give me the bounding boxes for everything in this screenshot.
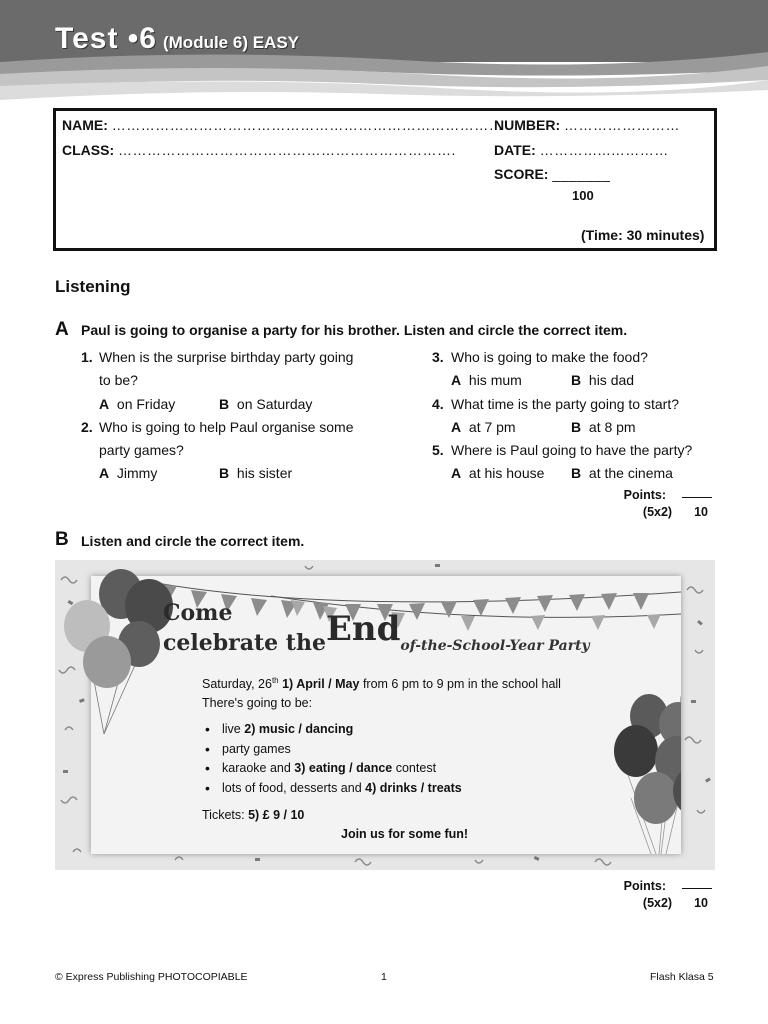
q3-a-letter: A bbox=[451, 372, 462, 388]
date-label: DATE: bbox=[494, 142, 536, 158]
date-pre: Saturday, 26 bbox=[202, 677, 272, 692]
section-b-points bbox=[600, 878, 712, 912]
q5-b-letter: B bbox=[571, 465, 582, 481]
left-balloons-graphic bbox=[59, 564, 189, 764]
q2-a-text: Jimmy bbox=[116, 465, 158, 481]
section-a-instruction: Paul is going to organise a party for his brother. Listen and circle the correct item. bbox=[81, 322, 628, 338]
q3-number: 3. bbox=[432, 349, 444, 365]
q5-a-text: at his house bbox=[468, 465, 545, 481]
class-dots: ……………………………………………………………. bbox=[118, 142, 456, 158]
heading-end: End bbox=[325, 609, 401, 649]
score-total: 100 bbox=[572, 188, 594, 203]
q1-number: 1. bbox=[81, 349, 93, 365]
number-dots: …………………… bbox=[564, 117, 680, 133]
q2-number: 2. bbox=[81, 419, 93, 435]
q3-b-letter: B bbox=[571, 372, 582, 388]
q3-b-text: his dad bbox=[588, 372, 635, 388]
section-a-letter: A bbox=[55, 319, 69, 340]
q2-b-text: his sister bbox=[236, 465, 293, 481]
section-b-points-mult: (5x2) bbox=[642, 896, 673, 910]
q3-option-b[interactable] bbox=[571, 369, 634, 392]
listening-heading: Listening bbox=[55, 277, 131, 296]
q4-option-b[interactable] bbox=[571, 416, 636, 439]
question-2 bbox=[81, 416, 93, 439]
heading-subtitle: of-the-School-Year Party bbox=[400, 638, 590, 654]
list-item bbox=[202, 742, 462, 762]
q1-b-letter: B bbox=[219, 396, 230, 412]
name-field[interactable] bbox=[62, 117, 503, 133]
q4-b-letter: B bbox=[571, 419, 582, 435]
section-a-points bbox=[600, 487, 712, 521]
heading-celebrate: celebrate the bbox=[163, 630, 326, 656]
class-label: CLASS: bbox=[62, 142, 115, 158]
q5-text: Where is Paul going to have the party? bbox=[451, 442, 693, 458]
section-b-letter: B bbox=[55, 529, 69, 550]
section-b-instruction: Listen and circle the correct item. bbox=[81, 533, 305, 549]
score-line: _______ bbox=[552, 166, 611, 182]
footer-copyright: © Express Publishing PHOTOCOPIABLE bbox=[55, 971, 248, 983]
question-4 bbox=[432, 393, 444, 416]
item-4-choice[interactable]: 4) drinks / treats bbox=[365, 780, 462, 795]
q2-text-line1: Who is going to help Paul organise some bbox=[99, 419, 354, 435]
invitation-going-line: There's going to be: bbox=[202, 696, 313, 710]
class-field[interactable] bbox=[62, 142, 456, 158]
score-label: SCORE: bbox=[494, 166, 549, 182]
name-dots: ……………………………………………………………………… bbox=[111, 117, 504, 133]
date-sup: th bbox=[271, 676, 279, 685]
invitation-tickets-line bbox=[202, 808, 304, 822]
q1-option-a[interactable] bbox=[99, 393, 175, 416]
q1-a-letter: A bbox=[99, 396, 110, 412]
invitation-date-line bbox=[202, 676, 561, 691]
item-5-choice[interactable]: 5) £ 9 / 10 bbox=[248, 808, 305, 822]
item-1-choice[interactable]: 1) April / May bbox=[282, 677, 360, 692]
number-label: NUMBER: bbox=[494, 117, 561, 133]
heading-come: Come bbox=[163, 600, 233, 626]
q5-option-a[interactable] bbox=[451, 462, 544, 485]
section-a-points-label: Points: bbox=[623, 488, 666, 502]
question-1 bbox=[81, 346, 93, 369]
section-a-points-line[interactable] bbox=[682, 487, 712, 498]
q5-number: 5. bbox=[432, 442, 444, 458]
q2-a-letter: A bbox=[99, 465, 110, 481]
li2-text: party games bbox=[222, 741, 291, 756]
q2-b-letter: B bbox=[219, 465, 230, 481]
list-item bbox=[202, 781, 462, 801]
q2-option-a[interactable] bbox=[99, 462, 157, 485]
li3-post: contest bbox=[395, 761, 437, 775]
q1-text-line1: When is the surprise birthday party going bbox=[99, 349, 354, 365]
header-banner bbox=[0, 0, 768, 110]
li3-pre: karaoke and bbox=[222, 761, 291, 775]
item-2-choice[interactable]: 2) music / dancing bbox=[244, 722, 354, 736]
li1-pre: live bbox=[222, 722, 241, 736]
number-field[interactable] bbox=[494, 117, 680, 133]
time-limit: (Time: 30 minutes) bbox=[581, 227, 705, 243]
question-5 bbox=[432, 439, 444, 462]
q4-a-text: at 7 pm bbox=[468, 419, 516, 435]
q4-number: 4. bbox=[432, 396, 444, 412]
score-field[interactable] bbox=[494, 166, 610, 182]
test-title-main: Test •6 bbox=[55, 22, 157, 55]
section-b-points-label: Points: bbox=[623, 879, 666, 893]
q1-option-b[interactable] bbox=[219, 393, 312, 416]
q3-a-text: his mum bbox=[468, 372, 522, 388]
li4-pre: lots of food, desserts and bbox=[222, 780, 362, 795]
invitation-heading bbox=[163, 600, 590, 659]
q5-a-letter: A bbox=[451, 465, 462, 481]
list-item bbox=[202, 761, 462, 781]
section-a-points-total: 10 bbox=[694, 505, 708, 519]
q4-option-a[interactable] bbox=[451, 416, 516, 439]
tickets-pre: Tickets: bbox=[202, 808, 245, 822]
q4-text: What time is the party going to start? bbox=[451, 396, 679, 412]
list-item bbox=[202, 722, 462, 742]
q1-a-text: on Friday bbox=[116, 396, 176, 412]
q2-text-line2: party games? bbox=[99, 442, 184, 458]
invitation-activities-list bbox=[202, 722, 462, 800]
section-b-points-line[interactable] bbox=[682, 878, 712, 889]
name-label: NAME: bbox=[62, 117, 108, 133]
section-b-points-total: 10 bbox=[694, 896, 708, 910]
invitation-background bbox=[55, 560, 715, 870]
q1-text-line2: to be? bbox=[99, 372, 138, 388]
q3-option-a[interactable] bbox=[451, 369, 522, 392]
invitation-join-line: Join us for some fun! bbox=[341, 827, 469, 841]
date-field[interactable] bbox=[494, 142, 669, 158]
footer-book-title: Flash Klasa 5 bbox=[650, 971, 714, 983]
q4-b-text: at 8 pm bbox=[588, 419, 636, 435]
q1-b-text: on Saturday bbox=[236, 396, 313, 412]
section-a-points-mult: (5x2) bbox=[642, 505, 673, 519]
q5-option-b[interactable] bbox=[571, 462, 673, 485]
footer-page-number: 1 bbox=[381, 971, 387, 983]
q4-a-letter: A bbox=[451, 419, 462, 435]
date-dots: …………...………… bbox=[539, 142, 669, 158]
test-title-sub: (Module 6) EASY bbox=[162, 33, 299, 52]
question-3 bbox=[432, 346, 444, 369]
q3-text: Who is going to make the food? bbox=[451, 349, 648, 365]
date-post: from 6 pm to 9 pm in the school hall bbox=[362, 677, 561, 692]
test-title bbox=[55, 22, 299, 56]
q5-b-text: at the cinema bbox=[588, 465, 673, 481]
item-3-choice[interactable]: 3) eating / dance bbox=[294, 761, 393, 775]
q2-option-b[interactable] bbox=[219, 462, 292, 485]
